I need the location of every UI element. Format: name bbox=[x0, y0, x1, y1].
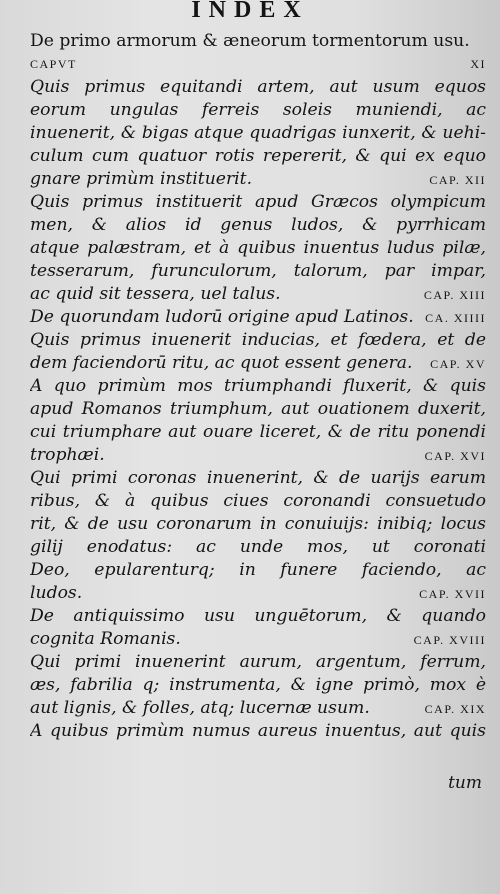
entry-line: A quibus primùm numus aureus inuentus, aut quis bbox=[30, 721, 486, 741]
caput-number: XI bbox=[470, 57, 486, 71]
entry-line: Deo, epularenturq; in funere faciendo, ac bbox=[30, 560, 486, 580]
entry-line: cognita Romanis. bbox=[30, 629, 181, 649]
entry-line: Qui primi inuenerint aurum, argentum, ferrum, bbox=[30, 652, 486, 672]
entry-final-line bbox=[30, 283, 486, 306]
entry-final-line bbox=[30, 582, 486, 605]
entry-line: aut lignis, & folles, atq; lucernæ usum. bbox=[30, 698, 370, 718]
entry-line: rit, & de usu coronarum in conuiuijs: inibiq; locus bbox=[30, 514, 486, 534]
entry-line: apud Romanos triumphum, aut ouationem duxerit, bbox=[30, 399, 486, 419]
entry-line: ludos. bbox=[30, 583, 83, 603]
caput-label: CAPVT bbox=[30, 57, 77, 71]
entry-line: culum cum quatuor rotis repererit, & qui ex equo bbox=[30, 146, 486, 166]
entry-line: A quo primùm mos triumphandi fluxerit, & quis bbox=[30, 376, 486, 396]
index-entry bbox=[30, 329, 486, 375]
index-entry bbox=[30, 651, 486, 720]
index-entry bbox=[30, 605, 486, 651]
entry-line: inuenerit, & bigas atque quadrigas iunxerit, & uehi- bbox=[30, 123, 486, 143]
entry-line: ac quid sit tessera, uel talus. bbox=[30, 284, 281, 304]
entry-line: ribus, & à quibus ciues coronandi consuetudo bbox=[30, 491, 486, 511]
catchword: tum bbox=[448, 773, 482, 793]
index-text bbox=[30, 30, 486, 743]
entry-line: Qui primi coronas inuenerint, & de uarijs earum bbox=[30, 468, 486, 488]
entry-final-line bbox=[30, 306, 486, 329]
chapter-reference: CAP. XV bbox=[430, 357, 486, 371]
chapter-reference: CAP. XIII bbox=[423, 288, 486, 302]
chapter-reference: CA. XIIII bbox=[425, 311, 486, 325]
entry-line: Quis primus inuenerit inducias, et fœdera, et de bbox=[30, 330, 486, 350]
entry-line: dem faciendorū ritu, ac quot essent genera. bbox=[30, 353, 413, 373]
entry-line: De antiquissimo usu unguētorum, & quando bbox=[30, 606, 486, 626]
entry-line: trophæi. bbox=[30, 445, 105, 465]
entry-line: Quis primus instituerit apud Græcos olympicum bbox=[30, 192, 486, 212]
index-entry bbox=[30, 375, 486, 467]
chapter-reference: CAP. XVII bbox=[419, 587, 486, 601]
chapter-reference: CAP. XII bbox=[429, 173, 486, 187]
entry-line: atque palæstram, et à quibus inuentus ludus pilæ, bbox=[30, 238, 486, 258]
section-heading: De primo armorum & æneorum tormentorum usu. bbox=[30, 31, 470, 51]
entry-final-line bbox=[30, 697, 486, 720]
index-entry bbox=[30, 720, 486, 743]
entry-line: gilij enodatus: ac unde mos, ut coronati bbox=[30, 537, 486, 557]
entry-line: æs, fabrilia q; instrumenta, & igne primò, mox è bbox=[30, 675, 486, 695]
entry-line: cui triumphare aut ouare liceret, & de ritu ponendi bbox=[30, 422, 486, 442]
entry-line: De quorundam ludorū origine apud Latinos. bbox=[30, 307, 414, 327]
entry-line: Quis primus equitandi artem, aut usum equos bbox=[30, 77, 486, 97]
entry-line: gnare primùm instituerit. bbox=[30, 169, 253, 189]
index-entries bbox=[30, 76, 486, 743]
running-header: INDEX bbox=[191, 0, 309, 23]
entry-line: men, & alios id genus ludos, & pyrrhicam bbox=[30, 215, 486, 235]
chapter-reference: CAP. XVI bbox=[424, 449, 486, 463]
entry-final-line bbox=[30, 168, 486, 191]
entry-line: tesserarum, furunculorum, talorum, par impar, bbox=[30, 261, 486, 281]
entry-line: eorum ungulas ferreis soleis muniendi, ac bbox=[30, 100, 486, 120]
index-entry bbox=[30, 191, 486, 306]
entry-final-line bbox=[30, 444, 486, 467]
entry-final-line bbox=[30, 628, 486, 651]
chapter-reference: CAP. XVIII bbox=[413, 633, 486, 647]
index-entry bbox=[30, 306, 486, 329]
caput-line bbox=[30, 53, 486, 76]
index-entry bbox=[30, 76, 486, 191]
index-entry bbox=[30, 467, 486, 605]
chapter-reference: CAP. XIX bbox=[424, 702, 486, 716]
entry-final-line bbox=[30, 352, 486, 375]
